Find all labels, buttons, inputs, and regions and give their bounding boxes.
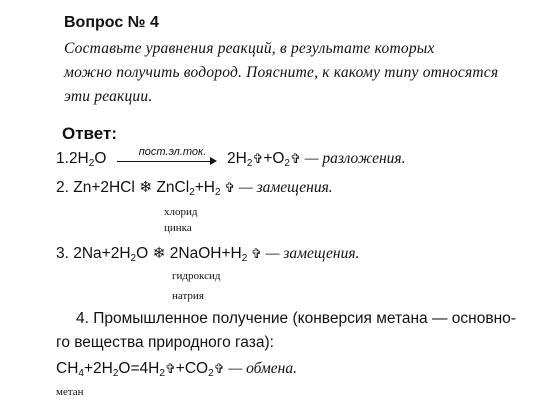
reaction-type: — замещения.: [235, 179, 333, 196]
reaction-type: — разложения.: [300, 150, 406, 167]
question-line-1: Составьте уравнения реакций, в результате которых: [64, 40, 435, 57]
product-2: +H: [194, 179, 215, 196]
subscript: 2: [208, 368, 214, 379]
reaction-4-line-1: 4. Промышленное получение (конверсия метана — основно-: [76, 310, 516, 327]
subscript: 2: [130, 253, 137, 264]
reactant-end: O: [136, 245, 153, 262]
product-1: 2H: [227, 150, 247, 167]
subscript: 2: [215, 187, 221, 198]
note-methane: метан: [56, 386, 84, 398]
subscript: 2: [88, 158, 95, 169]
reaction-1: [56, 145, 406, 169]
subscript: 2: [189, 187, 195, 198]
subscript: 2: [284, 158, 290, 169]
yields-symbol-icon: ❄: [152, 245, 166, 262]
question-line-2: можно получить водород. Поясните, к какому типу относятся: [64, 64, 499, 81]
note-sodium-hydroxide-2: натрия: [172, 290, 204, 302]
product-1: ZnCl: [152, 179, 190, 196]
arrow-condition: пост.эл.ток.: [138, 145, 207, 158]
question-title: Вопрос № 4: [64, 14, 159, 31]
methane: CH: [56, 360, 79, 377]
hydrogen-product: O=4H: [118, 360, 160, 377]
subscript: 2: [112, 368, 119, 379]
gas-arrow-icon: ✞: [289, 151, 301, 166]
reaction-2-reactants: 2. Zn+2HCl: [56, 179, 140, 196]
gas-arrow-icon: ✞: [247, 246, 262, 261]
arrow-head-icon: [210, 157, 217, 165]
reaction-4-line-2: го вещества природного газа):: [56, 334, 274, 351]
reaction-4-equation: [56, 360, 297, 379]
water: +2H: [83, 360, 113, 377]
reaction-type: — обмена.: [224, 360, 297, 377]
gas-arrow-icon: ✞: [213, 361, 225, 376]
subscript: 2: [246, 158, 253, 169]
product-2: +O: [263, 150, 285, 167]
gas-arrow-icon: ✞: [220, 180, 236, 195]
co2-product: +CO: [175, 360, 209, 377]
yields-symbol-icon: ❄: [139, 179, 153, 196]
reaction-arrow: [117, 145, 217, 166]
reaction-2: [56, 178, 333, 198]
note-zinc-chloride-2: цинка: [164, 222, 192, 234]
reaction-1-number: 1.: [56, 150, 69, 167]
gas-arrow-icon: ✞: [164, 361, 176, 376]
reaction-type: — замещения.: [261, 245, 360, 262]
products: 2NaOH+H: [165, 245, 242, 262]
answer-title: Ответ:: [62, 124, 117, 143]
reaction-3-reactants: 3. 2Na+2H: [56, 245, 131, 262]
arrow-line: [117, 161, 211, 162]
subscript: 4: [78, 368, 84, 379]
reactant-end: O: [94, 150, 107, 167]
reaction-3: [56, 244, 359, 264]
subscript: 2: [159, 368, 165, 379]
subscript: 2: [241, 253, 248, 264]
question-line-3: эти реакции.: [64, 88, 153, 105]
reaction-1-reactant: 2H: [68, 150, 89, 167]
note-zinc-chloride-1: хлорид: [164, 206, 198, 218]
note-sodium-hydroxide-1: гидроксид: [172, 270, 221, 282]
gas-arrow-icon: ✞: [252, 151, 264, 166]
